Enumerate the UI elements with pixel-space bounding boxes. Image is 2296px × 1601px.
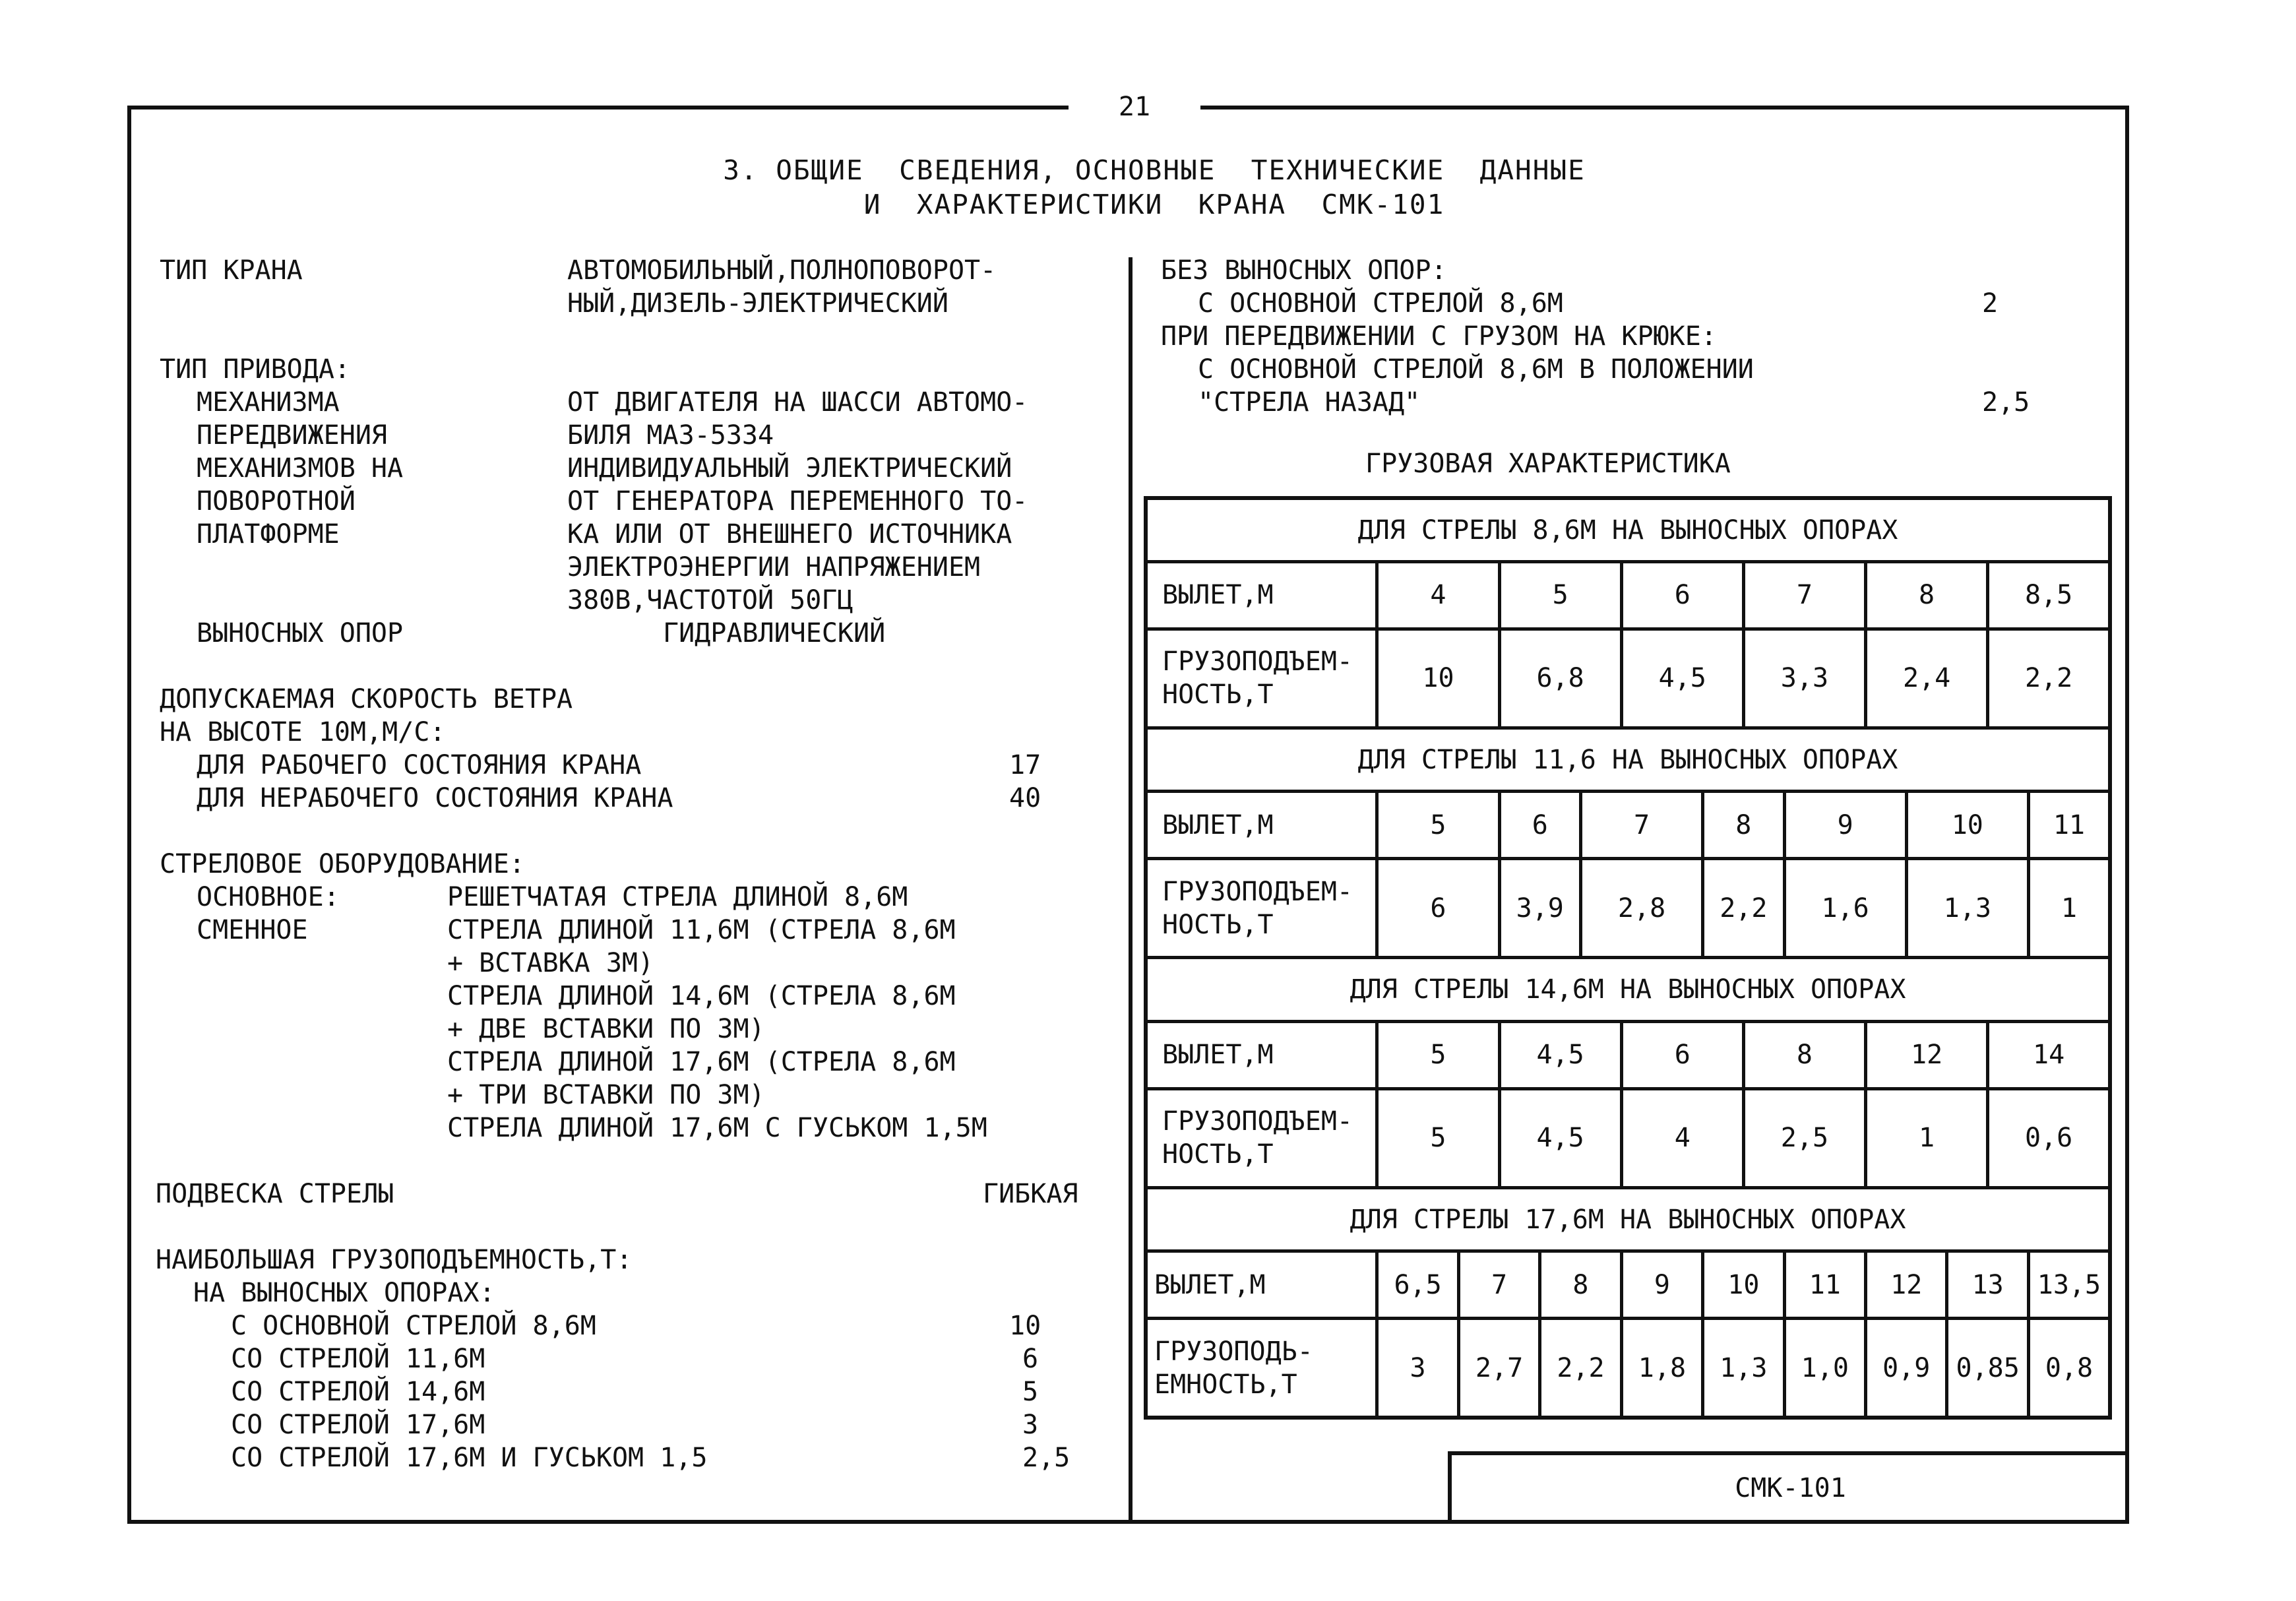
- wind-work-value: 17: [1009, 750, 1041, 780]
- reach-cell: 5: [1499, 562, 1621, 629]
- drive-type-label: ТИП ПРИВОДА:: [160, 354, 350, 385]
- table-row: [1146, 629, 2110, 728]
- boom-alt-4: + ДВЕ ВСТАВКИ ПО 3М): [447, 1014, 765, 1044]
- load-cell: 0,8: [2028, 1319, 2110, 1418]
- boom-alt-1: СТРЕЛА ДЛИНОЙ 11,6М (СТРЕЛА 8,6М: [447, 915, 956, 945]
- boom-main-value: РЕШЕТЧАТАЯ СТРЕЛА ДЛИНОЙ 8,6М: [447, 882, 908, 912]
- load-label: [1146, 629, 1377, 728]
- load-cell: 3,3: [1743, 629, 1865, 728]
- max-row-label: СО СТРЕЛОЙ 17,6М И ГУСЬКОМ 1,5: [231, 1443, 708, 1473]
- table-row: [1146, 1251, 2110, 1319]
- table-row: [1146, 498, 2110, 562]
- moving-row-2: "СТРЕЛА НАЗАД": [1198, 387, 1421, 418]
- platform-value-3: КА ИЛИ ОТ ВНЕШНЕГО ИСТОЧНИКА: [567, 519, 1012, 549]
- load-cell: 2,4: [1866, 629, 1988, 728]
- mech-label-1: МЕХАНИЗМА: [197, 387, 340, 418]
- load-label-line-1: ГРУЗОПОДЪЕМ-: [1162, 646, 1353, 677]
- reach-cell: 6: [1621, 562, 1743, 629]
- table-row: [1146, 1021, 2110, 1088]
- reach-cell: 8: [1703, 792, 1784, 859]
- platform-label-2: ПОВОРОТНОЙ: [197, 486, 356, 517]
- reach-cell: 4: [1377, 562, 1499, 629]
- on-outriggers-label: НА ВЫНОСНЫХ ОПОРАХ:: [193, 1278, 495, 1308]
- load-label-line-2: НОСТЬ,Т: [1162, 1139, 1274, 1170]
- table-row: [1146, 1088, 2110, 1187]
- table-row: [1146, 792, 2110, 859]
- load-label-line-1: ГРУЗОПОДЪЕМ-: [1162, 1106, 1353, 1137]
- platform-value-4: ЭЛЕКТРОЭНЕРГИИ НАПРЯЖЕНИЕМ: [567, 552, 981, 582]
- section-header: ДЛЯ СТРЕЛЫ 14,6М НА ВЫНОСНЫХ ОПОРАХ: [1146, 958, 2110, 1022]
- load-label: [1146, 1319, 1377, 1418]
- no-outriggers-row-label: С ОСНОВНОЙ СТРЕЛОЙ 8,6М: [1198, 288, 1563, 319]
- moving-label: ПРИ ПЕРЕДВИЖЕНИИ С ГРУЗОМ НА КРЮКЕ:: [1161, 321, 1717, 352]
- section-header: ДЛЯ СТРЕЛЫ 8,6М НА ВЫНОСНЫХ ОПОРАХ: [1146, 498, 2110, 562]
- reach-cell: 6,5: [1377, 1251, 1458, 1319]
- load-label-line-2: ЕМНОСТЬ,Т: [1154, 1369, 1297, 1400]
- no-outriggers-label: БЕЗ ВЫНОСНЫХ ОПОР:: [1161, 255, 1447, 286]
- boom-label: СТРЕЛОВОЕ ОБОРУДОВАНИЕ:: [160, 849, 525, 879]
- load-cell: 1,8: [1621, 1319, 1702, 1418]
- load-cell: 5: [1377, 1088, 1499, 1187]
- load-cell: 1,3: [1703, 1319, 1784, 1418]
- mech-label-2: ПЕРЕДВИЖЕНИЯ: [197, 420, 387, 451]
- wind-idle-value: 40: [1009, 783, 1041, 813]
- max-row-label: СО СТРЕЛОЙ 11,6М: [231, 1344, 485, 1374]
- reach-cell: 10: [1703, 1251, 1784, 1319]
- load-cell: 6: [1377, 859, 1499, 958]
- reach-cell: 10: [1906, 792, 2028, 859]
- suspension-value: ГИБКАЯ: [983, 1179, 1078, 1209]
- load-label: [1146, 1088, 1377, 1187]
- crane-type-value-2: НЫЙ,ДИЗЕЛЬ-ЭЛЕКТРИЧЕСКИЙ: [567, 288, 948, 319]
- reach-cell: 11: [2028, 792, 2110, 859]
- reach-cell: 8: [1540, 1251, 1621, 1319]
- reach-label: ВЫЛЕТ,М: [1146, 792, 1377, 859]
- wind-label-1: ДОПУСКАЕМАЯ СКОРОСТЬ ВЕТРА: [160, 684, 573, 714]
- load-label: [1146, 859, 1377, 958]
- outriggers-value: ГИДРАВЛИЧЕСКИЙ: [663, 618, 886, 648]
- reach-cell: 8,5: [1988, 562, 2110, 629]
- reach-cell: 14: [1988, 1021, 2110, 1088]
- moving-row-1: С ОСНОВНОЙ СТРЕЛОЙ 8,6М В ПОЛОЖЕНИИ: [1198, 354, 1754, 385]
- wind-label-2: НА ВЫСОТЕ 10М,М/С:: [160, 717, 446, 747]
- reach-label: ВЫЛЕТ,М: [1146, 562, 1377, 629]
- load-cell: 6,8: [1499, 629, 1621, 728]
- reach-cell: 4,5: [1499, 1021, 1621, 1088]
- load-cell: 1: [2028, 859, 2110, 958]
- load-cell: 3,9: [1499, 859, 1580, 958]
- reach-cell: 11: [1784, 1251, 1865, 1319]
- reach-cell: 7: [1743, 562, 1865, 629]
- mech-value-1: ОТ ДВИГАТЕЛЯ НА ШАССИ АВТОМО-: [567, 387, 1028, 418]
- load-label-line-1: ГРУЗОПОДЬ-: [1154, 1336, 1313, 1367]
- moving-value: 2,5: [1982, 387, 2030, 418]
- max-row-value: 3: [1022, 1410, 1039, 1440]
- load-cell: 4,5: [1499, 1088, 1621, 1187]
- max-row-value: 2,5: [1022, 1443, 1070, 1473]
- reach-cell: 7: [1580, 792, 1702, 859]
- platform-value-1: ИНДИВИДУАЛЬНЫЙ ЭЛЕКТРИЧЕСКИЙ: [567, 453, 1012, 484]
- reach-cell: 5: [1377, 792, 1499, 859]
- load-cell: 2,2: [1540, 1319, 1621, 1418]
- crane-type-label: ТИП КРАНА: [160, 255, 303, 286]
- title-block-stamp: СМК-101: [1448, 1451, 2129, 1524]
- reach-cell: 6: [1499, 792, 1580, 859]
- load-cell: 10: [1377, 629, 1499, 728]
- table-row: [1146, 958, 2110, 1022]
- outriggers-label: ВЫНОСНЫХ ОПОР: [197, 618, 404, 648]
- boom-alt-label: СМЕННОЕ: [197, 915, 308, 945]
- max-row-value: 10: [1009, 1311, 1041, 1341]
- load-cell: 4: [1621, 1088, 1743, 1187]
- max-load-label: НАИБОЛЬШАЯ ГРУЗОПОДЪЕМНОСТЬ,Т:: [156, 1245, 633, 1275]
- load-label-line-2: НОСТЬ,Т: [1162, 909, 1274, 940]
- boom-alt-7: СТРЕЛА ДЛИНОЙ 17,6М С ГУСЬКОМ 1,5М: [447, 1113, 987, 1143]
- boom-alt-6: + ТРИ ВСТАВКИ ПО 3М): [447, 1080, 765, 1110]
- table-row: [1146, 859, 2110, 958]
- load-cell: 2,2: [1703, 859, 1784, 958]
- load-cell: 0,9: [1866, 1319, 1947, 1418]
- mech-value-2: БИЛЯ МАЗ-5334: [567, 420, 774, 451]
- max-row-value: 6: [1022, 1344, 1039, 1374]
- load-cell: 1,6: [1784, 859, 1906, 958]
- reach-cell: 5: [1377, 1021, 1499, 1088]
- load-cell: 1,0: [1784, 1319, 1865, 1418]
- load-cell: 1,3: [1906, 859, 2028, 958]
- section-header: ДЛЯ СТРЕЛЫ 11,6 НА ВЫНОСНЫХ ОПОРАХ: [1146, 728, 2110, 792]
- reach-cell: 8: [1743, 1021, 1865, 1088]
- reach-cell: 12: [1866, 1021, 1988, 1088]
- cargo-title: ГРУЗОВАЯ ХАРАКТЕРИСТИКА: [1365, 449, 1731, 479]
- load-cell: 0,85: [1947, 1319, 2028, 1418]
- crane-type-value-1: АВТОМОБИЛЬНЫЙ,ПОЛНОПОВОРОТ-: [567, 255, 997, 286]
- load-cell: 4,5: [1621, 629, 1743, 728]
- table-row: [1146, 728, 2110, 792]
- load-cell: 2,5: [1743, 1088, 1865, 1187]
- load-label-line-2: НОСТЬ,Т: [1162, 679, 1274, 710]
- load-label-line-1: ГРУЗОПОДЪЕМ-: [1162, 876, 1353, 907]
- page-number: 21: [1118, 92, 1151, 122]
- reach-cell: 9: [1784, 792, 1906, 859]
- title-line-1: 3. ОБЩИЕ СВЕДЕНИЯ, ОСНОВНЫЕ ТЕХНИЧЕСКИЕ ДАННЫЕ: [723, 154, 1586, 186]
- load-cell: 0,6: [1988, 1088, 2110, 1187]
- load-cell: 2,2: [1988, 629, 2110, 728]
- section-header: ДЛЯ СТРЕЛЫ 17,6М НА ВЫНОСНЫХ ОПОРАХ: [1146, 1187, 2110, 1251]
- section-title: [594, 153, 1715, 222]
- load-cell: 2,7: [1458, 1319, 1539, 1418]
- platform-value-5: 380В,ЧАСТОТОЙ 50ГЦ: [567, 585, 853, 615]
- reach-cell: 13,5: [2028, 1251, 2110, 1319]
- reach-label: ВЫЛЕТ,М: [1146, 1251, 1377, 1319]
- table-row: [1146, 562, 2110, 629]
- max-row-label: СО СТРЕЛОЙ 17,6М: [231, 1410, 485, 1440]
- suspension-label: ПОДВЕСКА СТРЕЛЫ: [156, 1179, 394, 1209]
- load-cell: 3: [1377, 1319, 1458, 1418]
- max-row-label: С ОСНОВНОЙ СТРЕЛОЙ 8,6М: [231, 1311, 596, 1341]
- table-row: [1146, 1319, 2110, 1418]
- reach-cell: 6: [1621, 1021, 1743, 1088]
- boom-main-label: ОСНОВНОЕ:: [197, 882, 340, 912]
- reach-cell: 13: [1947, 1251, 2028, 1319]
- platform-value-2: ОТ ГЕНЕРАТОРА ПЕРЕМЕННОГО ТО-: [567, 486, 1028, 517]
- wind-idle-label: ДЛЯ НЕРАБОЧЕГО СОСТОЯНИЯ КРАНА: [197, 783, 673, 813]
- platform-label-1: МЕХАНИЗМОВ НА: [197, 453, 404, 484]
- cargo-table: [1144, 496, 2112, 1420]
- load-cell: 1: [1866, 1088, 1988, 1187]
- reach-cell: 7: [1458, 1251, 1539, 1319]
- table-row: [1146, 1187, 2110, 1251]
- no-outriggers-row-value: 2: [1982, 288, 1999, 319]
- reach-cell: 8: [1866, 562, 1988, 629]
- max-row-label: СО СТРЕЛОЙ 14,6М: [231, 1377, 485, 1407]
- platform-label-3: ПЛАТФОРМЕ: [197, 519, 340, 549]
- max-row-value: 5: [1022, 1377, 1039, 1407]
- title-line-2: И ХАРАКТЕРИСТИКИ КРАНА СМК-101: [863, 189, 1445, 220]
- reach-cell: 9: [1621, 1251, 1702, 1319]
- boom-alt-2: + ВСТАВКА 3М): [447, 948, 654, 978]
- column-divider: [1129, 257, 1132, 1524]
- boom-alt-3: СТРЕЛА ДЛИНОЙ 14,6М (СТРЕЛА 8,6М: [447, 981, 956, 1011]
- load-cell: 2,8: [1580, 859, 1702, 958]
- reach-cell: 12: [1866, 1251, 1947, 1319]
- wind-work-label: ДЛЯ РАБОЧЕГО СОСТОЯНИЯ КРАНА: [197, 750, 642, 780]
- boom-alt-5: СТРЕЛА ДЛИНОЙ 17,6М (СТРЕЛА 8,6М: [447, 1047, 956, 1077]
- reach-label: ВЫЛЕТ,М: [1146, 1021, 1377, 1088]
